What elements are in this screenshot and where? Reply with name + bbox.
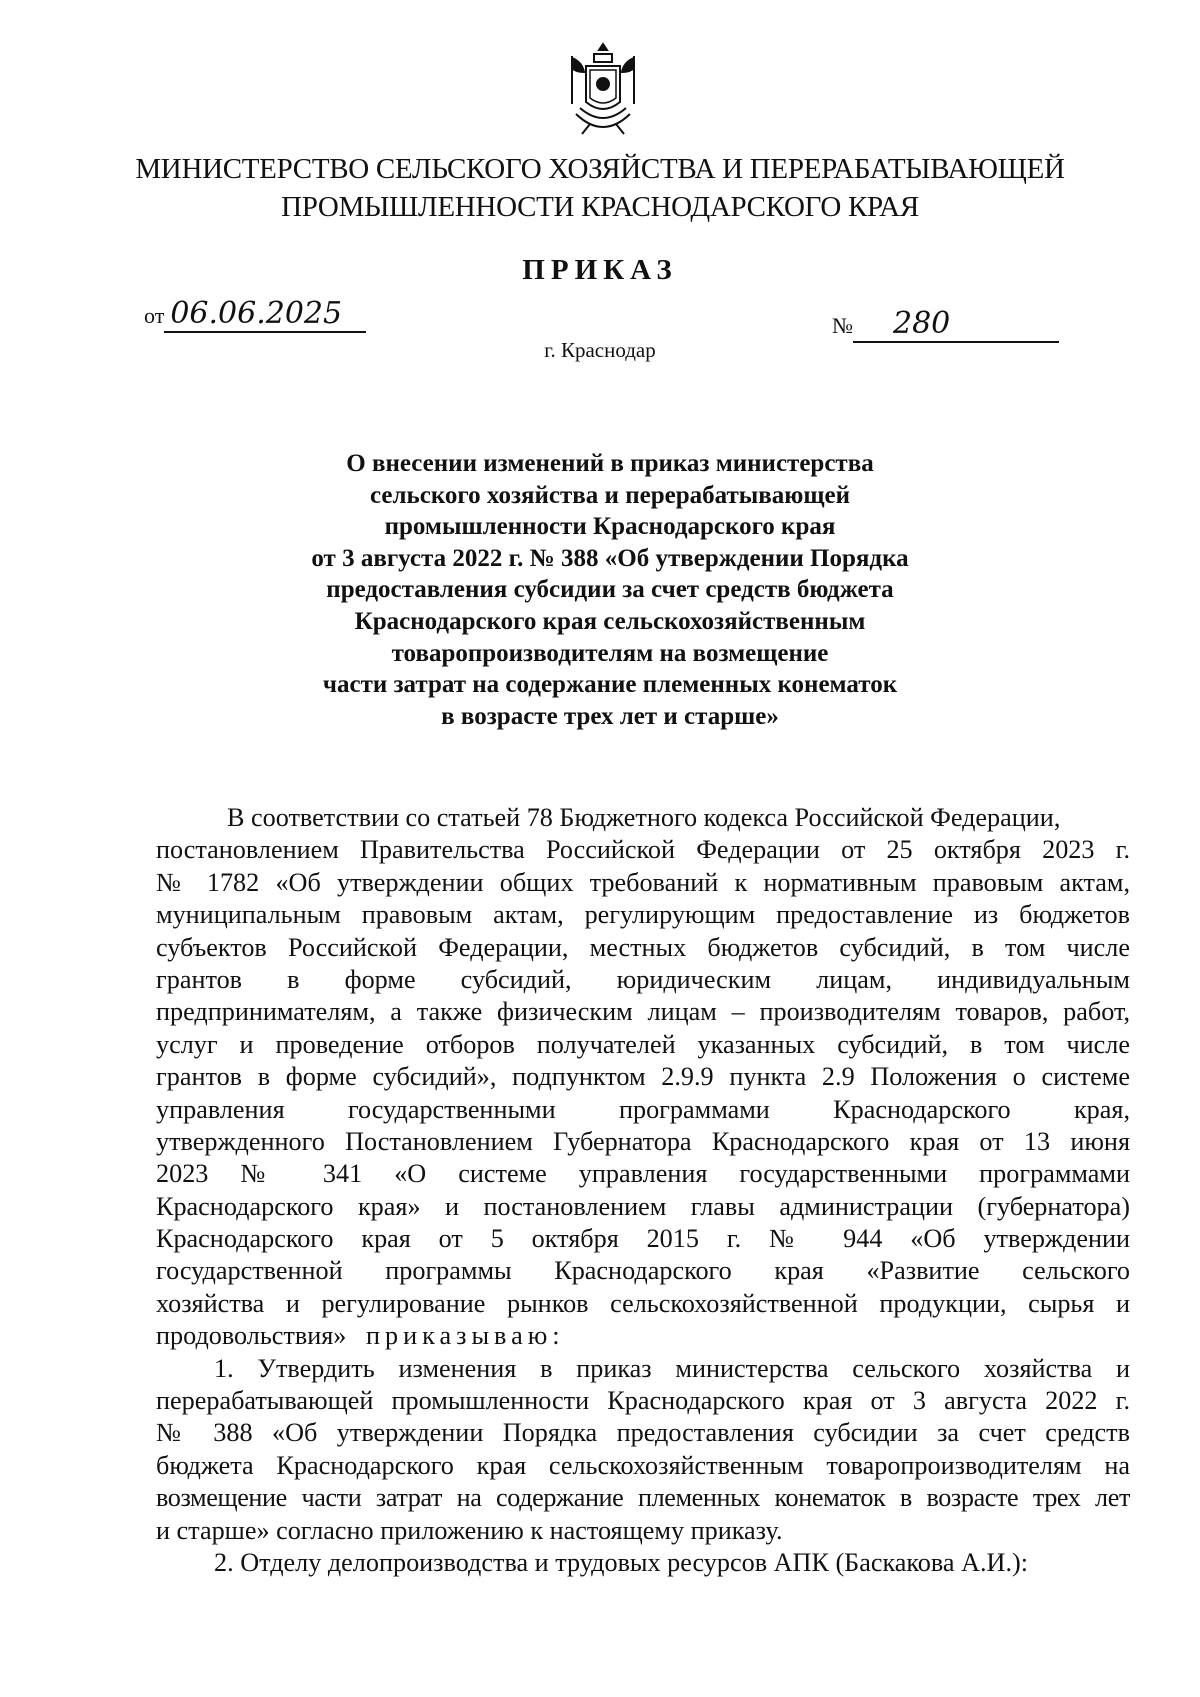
order-word: приказываю: bbox=[366, 1321, 565, 1351]
number-handwritten: 280 bbox=[853, 307, 1059, 343]
body-line: Краснодарского края от 5 октября 2015 г. № 944 «Об утверждении bbox=[156, 1224, 1130, 1254]
body-line: субъектов Российской Федерации, местных бюджетов субсидий, в том числе bbox=[156, 932, 1130, 962]
document-title bbox=[220, 448, 1000, 732]
body-line: возмещение части затрат на содержание племенных конематок в возрасте трех лет bbox=[156, 1483, 1130, 1513]
title-line: части затрат на содержание племенных конематок bbox=[322, 671, 898, 699]
body-line: В соответствии со статьей 78 Бюджетного кодекса Российской Федерации, bbox=[227, 803, 1061, 832]
title-line: предоставления субсидии за счет средств бюджета bbox=[326, 576, 894, 604]
document-body bbox=[156, 802, 1130, 1579]
body-line: предпринимателям, а также физическим лицам – производителям товаров, работ, bbox=[156, 997, 1130, 1027]
ministry-line-2: ПРОМЫШЛЕННОСТИ КРАСНОДАРСКОГО КРАЯ bbox=[281, 191, 919, 223]
body-line: № 388 «Об утверждении Порядка предоставления субсидии за счет средств bbox=[156, 1418, 1130, 1448]
title-line: от 3 августа 2022 г. № 388 «Об утверждении Порядка bbox=[311, 544, 909, 572]
krasnodar-coat-of-arms-icon bbox=[560, 40, 646, 140]
title-line: товаропроизводителям на возмещение bbox=[391, 639, 829, 667]
body-line: государственной программы Краснодарского края «Развитие сельского bbox=[156, 1256, 1130, 1286]
title-line: в возрасте трех лет и старше» bbox=[441, 702, 779, 730]
body-line: услуг и проведение отборов получателей указанных субсидий, в том числе bbox=[156, 1029, 1130, 1059]
body-line-text: продовольствия» bbox=[156, 1321, 347, 1351]
title-line: О внесении изменений в приказ министерства bbox=[346, 450, 874, 477]
body-line: управления государственными программами Краснодарского края, bbox=[156, 1094, 1130, 1124]
title-line: промышленности Краснодарского края bbox=[384, 513, 836, 541]
date-prefix: от bbox=[144, 303, 165, 328]
city-name: г. Краснодар bbox=[544, 338, 656, 362]
ministry-line-1: МИНИСТЕРСТВО СЕЛЬСКОГО ХОЗЯЙСТВА И ПЕРЕРАБАТЫВАЮЩЕЙ bbox=[135, 153, 1065, 185]
title-line: Краснодарского края сельскохозяйственным bbox=[354, 607, 866, 635]
number-prefix: № bbox=[832, 313, 853, 338]
document-date bbox=[144, 297, 366, 333]
body-line: муниципальным правовым актам, регулирующим предоставление из бюджетов bbox=[156, 900, 1130, 930]
body-line: Краснодарского края» и постановлением главы администрации (губернатора) bbox=[156, 1191, 1130, 1221]
body-line: № 1782 «Об утверждении общих требований к нормативным правовым актам, bbox=[156, 867, 1130, 897]
body-line: 2. Отделу делопроизводства и трудовых ресурсов АПК (Баскакова А.И.): bbox=[214, 1547, 1029, 1577]
body-line bbox=[156, 1320, 1130, 1352]
body-line: бюджета Краснодарского края сельскохозяйственным товаропроизводителям на bbox=[156, 1450, 1130, 1480]
title-line: сельского хозяйства и перерабатывающей bbox=[370, 481, 850, 509]
body-line: и старше» согласно приложению к настоящему приказу. bbox=[156, 1515, 783, 1545]
body-line: грантов в форме субсидий», подпунктом 2.9.9 пункта 2.9 Положения о системе bbox=[156, 1062, 1130, 1092]
date-handwritten: 06.06.2025 bbox=[164, 297, 366, 333]
body-line: грантов в форме субсидий, юридическим лицам, индивидуальным bbox=[156, 964, 1130, 994]
document-type-heading: ПРИКАЗ bbox=[522, 254, 678, 286]
body-line: хозяйства и регулирование рынков сельскохозяйственной продукции, сырья и bbox=[156, 1288, 1130, 1318]
body-line: 1. Утвердить изменения в приказ министерства сельского хозяйства и bbox=[214, 1353, 1130, 1383]
body-line: 2023 № 341 «О системе управления государственными программами bbox=[156, 1159, 1130, 1189]
ministry-name bbox=[100, 150, 1100, 226]
body-line: постановлением Правительства Российской Федерации от 25 октября 2023 г. bbox=[156, 835, 1130, 865]
body-line: утвержденного Постановлением Губернатора Краснодарского края от 13 июня bbox=[156, 1126, 1130, 1156]
body-line: перерабатывающей промышленности Краснодарского края от 3 августа 2022 г. bbox=[156, 1386, 1130, 1416]
